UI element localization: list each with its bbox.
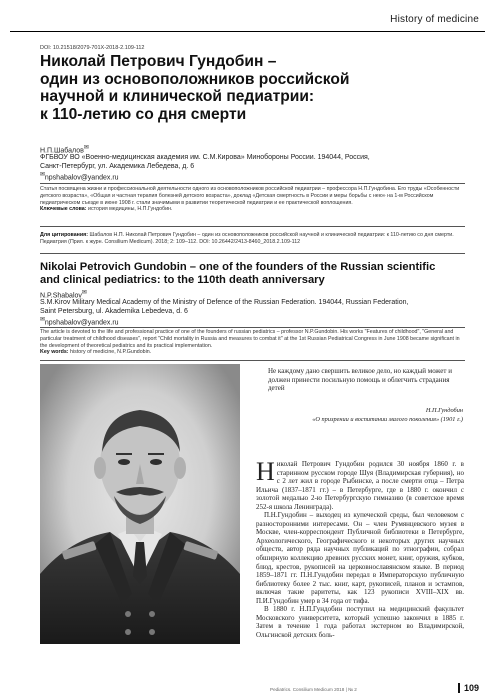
- abstract-text: The article is devoted to the life and professional practice of one of the founders of russian pediatrics – professor N.P.Gundobin. His works "Features of childhood", "General and particular treatment of childhood diseases", report "Child mortality in Russia and measures to combat it" at the 1st Russian Pediatrical Congress in June 1908 became significant in the development of theoretical pediatrics and its practical implementation.: [40, 329, 460, 349]
- affiliation-line: S.M.Kirov Military Medical Academy of the Ministry of Defence of the Russian Federation. 194044, Russian Federation,: [40, 299, 409, 306]
- abstract-en: [40, 329, 465, 356]
- portrait-image: [40, 364, 240, 644]
- paragraph-text: иколай Петрович Гундобин родился 30 ноября 1860 г. в старинном русском городе Шуя (Владимирская губерния), но с 2 лет жил в городе Рыбинске, а после смерти отца – Петра Ильича (1837–1871 гг.) – в Петербурге, где в 1880 г. окончил с золотой медалью 2-ю Петербургскую гимназию (в советское время 252-я школа Ленинграда).: [256, 460, 464, 511]
- title-ru-line: научной и клинической педиатрии:: [40, 88, 315, 105]
- keywords-ru: [40, 206, 465, 213]
- epigraph-quote: Не каждому дано свершить великое дело, но каждый может и должен принести посильную помощь и облегчить страдания детей: [268, 367, 452, 393]
- title-russian: [40, 53, 460, 123]
- title-ru-line: один из основоположников российской: [40, 70, 350, 88]
- email-mark-icon: ✉: [40, 172, 45, 178]
- article-body: [256, 457, 464, 639]
- affiliation-line: Санкт-Петербург, ул. Академика Лебедева, д. 6: [40, 163, 195, 170]
- divider: [40, 183, 465, 184]
- email-mark-icon: ✉: [83, 145, 89, 151]
- title-en-line: Nikolai Petrovich Gundobin – one of the founders of the Russian scientific: [40, 261, 436, 273]
- drop-cap: Н: [256, 457, 275, 486]
- divider: [40, 253, 465, 254]
- divider: [40, 226, 465, 227]
- citation-text: Шабалов Н.П. Николай Петрович Гундобин – один из основоположников российской научной и клинической педиатрии: к 110-летию со дня смерти. Педиатрия (Прил. к журн. Consilium Medicum). 2018; 2: 109–112. DOI: 10.26442/2413-8460_2018.2.109-112: [40, 232, 454, 245]
- author-name: N.P.Shabalov: [40, 292, 82, 300]
- abstract-ru: [40, 186, 465, 213]
- running-header: [10, 10, 485, 32]
- divider: [40, 360, 465, 361]
- title-en-line: and clinical pediatrics: to the 110th death anniversary: [40, 274, 325, 286]
- divider: [40, 327, 465, 328]
- journal-footer: Pediatrics. Consilium Medicum 2018 | № 2: [270, 687, 357, 692]
- affiliation-line: ФГБВОУ ВО «Военно-медицинская академия им. С.М.Кирова» Минобороны России. 194044, Россия,: [40, 154, 370, 161]
- epigraph-author: Н.П.Гундобин: [425, 407, 463, 414]
- email-mark-icon: ✉: [81, 290, 87, 296]
- page-number-bar: [458, 683, 460, 693]
- keywords-label: Key words:: [40, 349, 69, 356]
- paragraph: В 1880 г. Н.П.Гундобин поступил на медицинский факультет Московского университета, который успешно закончил в 1885 г. Затем в течение 1 года работал экстерном во Владимирской, Ольгинской детских боль-: [256, 605, 464, 639]
- section-title: History of medicine: [390, 14, 479, 25]
- keywords-en: [40, 349, 465, 356]
- title-ru-line: Николай Петрович Гундобин –: [40, 53, 277, 70]
- title-ru-line: к 110-летию со дня смерти: [40, 105, 247, 123]
- paragraph: П.Н.Гундобин – выходец из купеческой среды, был человеком с разносторонними интересами. Он – член Румянцевского музея в Москве, член-корреспондент Публичной библиотеки в Петербурге, Археологического, Географического и некоторых других научных обществ, автор ряда научных публикаций по этнографии, собрал обширную коллекцию древних русских монет, книг, оружия, кубков, блюд, крестов, рукописей на церковнославянском языке. В период 1859–1871 гг. П.Н.Гундобин передал в Императорскую публичную библиотеку более 2 тыс. книг, карт, рукописей, планов и эстампов, включая такие раритеты, как 123 рукописи XVIII–XIX вв. П.И.Гундобин умер в 34 года от тифа.: [256, 511, 464, 605]
- affiliation-line: Saint Petersburg, ul. Akademika Lebedeva, d. 6: [40, 308, 188, 315]
- email-link[interactable]: npshabalov@yandex.ru: [44, 319, 119, 327]
- portrait-photo: [40, 364, 240, 644]
- title-english: [40, 261, 470, 287]
- email-mark-icon: ✉: [40, 317, 45, 323]
- keywords-text: history of medicine, N.P.Gundobin.: [70, 349, 152, 356]
- citation-ru: [40, 232, 465, 246]
- page-number: 109: [464, 683, 480, 693]
- doi-line[interactable]: DOI: 10.21518/2079-701X-2018-2.109-112: [40, 45, 145, 51]
- keywords-label: Ключевые слова:: [40, 206, 87, 213]
- author-name: Н.П.Шабалов: [40, 147, 84, 155]
- affiliation-en: [40, 298, 465, 316]
- keywords-text: история медицины, Н.П.Гундобин.: [88, 206, 173, 213]
- paragraph: [256, 457, 464, 511]
- email-link[interactable]: npshabalov@yandex.ru: [44, 174, 119, 182]
- affiliation-ru: [40, 153, 465, 171]
- email-ru: [40, 171, 465, 182]
- epigraph-source: «О призрении и воспитании малого поколения» (1901 г.): [312, 416, 463, 423]
- email-en: [40, 316, 465, 327]
- citation-label: Для цитирования:: [40, 232, 88, 238]
- abstract-text: Статья посвящена жизни и профессиональной деятельности одного из основоположников российской педиатрии – профессора Н.П.Гундобина. Его труды «Особенности детского возраста», «Общая и частная терапия болезней детского возраста», доклад «Детская смертность в России и меры борьбы с нею» на 1-м Российском педиатрическом съезде в июне 1908 г. стали значимыми в развитии теоретической педиатрии и ее практической воплощения.: [40, 186, 460, 206]
